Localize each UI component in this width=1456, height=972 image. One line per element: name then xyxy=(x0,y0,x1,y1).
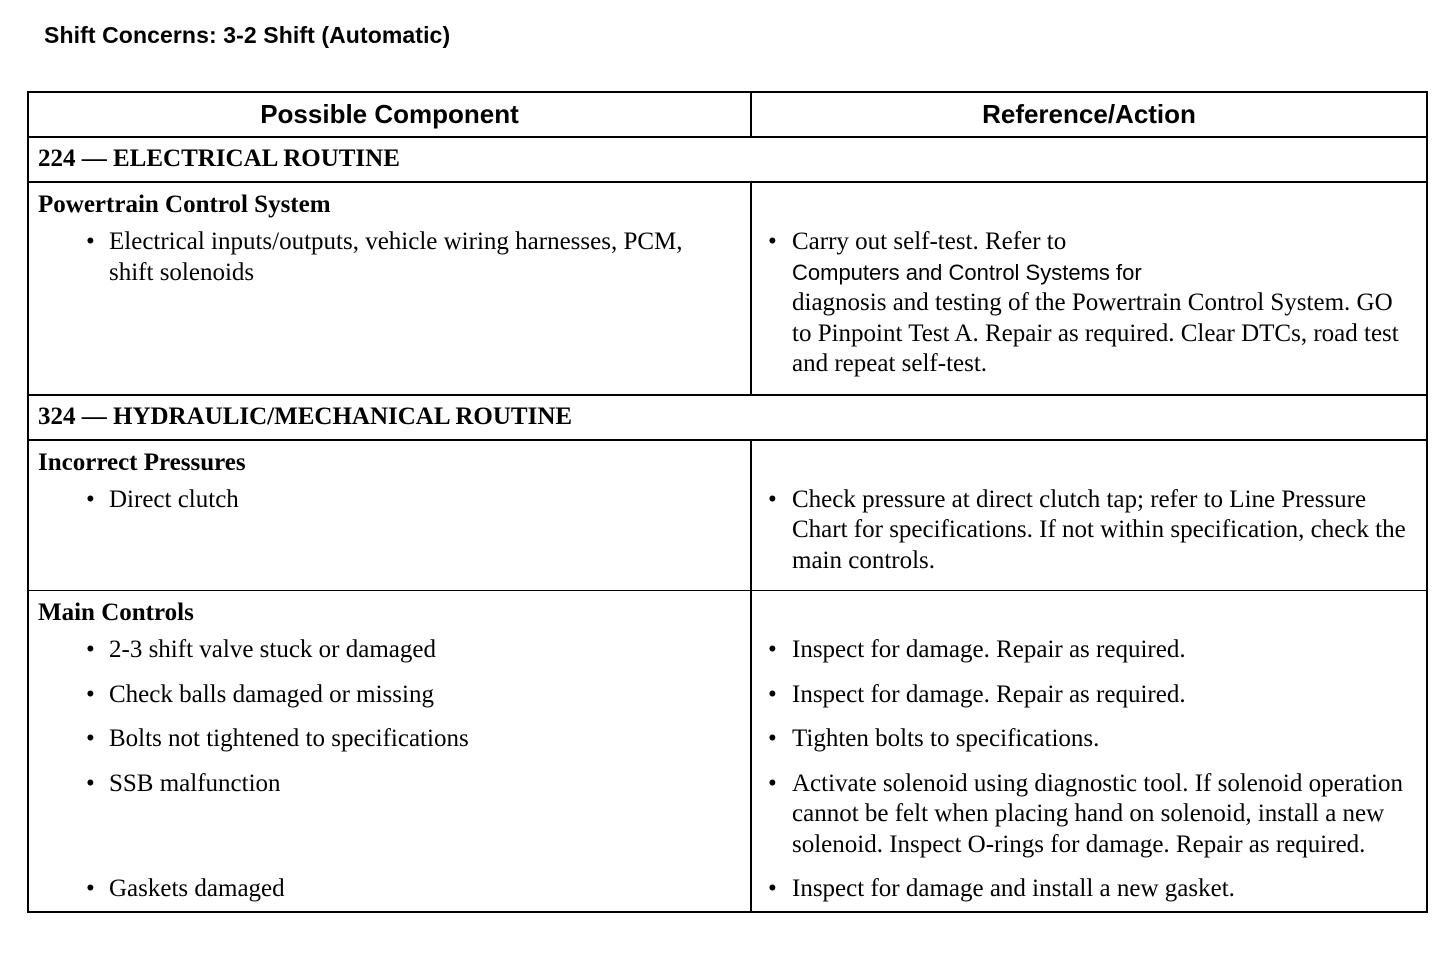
bullet-icon: • xyxy=(86,725,95,752)
header-possible-component: Possible Component xyxy=(28,92,751,137)
action-text: Inspect for damage. Repair as required. xyxy=(792,680,1186,708)
routine-row-224 xyxy=(28,137,1427,182)
action-item xyxy=(752,724,1426,769)
action-cell xyxy=(751,440,1427,591)
group-heading-pcs: Powertrain Control System xyxy=(38,191,331,218)
component-text: Bolts not tightened to specifications xyxy=(109,725,469,752)
table-row xyxy=(28,680,1427,725)
action-item xyxy=(752,680,1426,725)
table-row xyxy=(28,440,1427,591)
action-cell xyxy=(751,724,1427,769)
action-text-line3: diagnosis and testing of the Powertrain Control System. GO to Pinpoint Test A. Repair as required. Clear DTCs, road test and repeat self-test. xyxy=(792,289,1399,377)
component-text: Electrical inputs/outputs, vehicle wiring harnesses, PCM, shift solenoids xyxy=(109,228,683,286)
component-text: SSB malfunction xyxy=(109,769,281,797)
group-heading-main-controls: Main Controls xyxy=(38,599,194,626)
action-item xyxy=(752,769,1426,875)
component-item xyxy=(29,635,750,680)
heading-spacer xyxy=(752,183,1426,227)
component-item xyxy=(29,227,750,302)
table-row xyxy=(28,769,1427,875)
action-cell xyxy=(751,591,1427,636)
component-cell xyxy=(28,635,751,680)
action-reference-link[interactable]: Computers and Control Systems for xyxy=(792,259,1142,285)
bullet-icon: • xyxy=(86,485,95,513)
component-item xyxy=(29,724,750,769)
action-cell xyxy=(751,635,1427,680)
action-cell xyxy=(751,182,1427,395)
component-item xyxy=(29,769,750,814)
group-heading-pressures: Incorrect Pressures xyxy=(38,448,246,476)
action-text: Check pressure at direct clutch tap; refer to Line Pressure Chart for specifications. If not within specification, check the main controls. xyxy=(792,485,1406,574)
component-item xyxy=(29,680,750,725)
component-item xyxy=(29,874,750,911)
action-item xyxy=(752,227,1426,394)
bullet-icon: • xyxy=(768,680,777,708)
diagnosis-table xyxy=(27,91,1428,913)
bullet-icon: • xyxy=(86,228,95,255)
routine-label-224: 224 — ELECTRICAL ROUTINE xyxy=(28,137,1427,182)
action-cell xyxy=(751,769,1427,875)
routine-label-324: 324 — HYDRAULIC/MECHANICAL ROUTINE xyxy=(28,395,1427,440)
component-cell xyxy=(28,680,751,725)
component-cell xyxy=(28,874,751,912)
action-text: Inspect for damage and install a new gasket. xyxy=(792,875,1235,902)
component-cell xyxy=(28,769,751,875)
bullet-icon: • xyxy=(768,485,777,513)
bullet-icon: • xyxy=(768,875,777,902)
component-cell xyxy=(28,591,751,636)
component-cell xyxy=(28,182,751,395)
routine-row-324 xyxy=(28,395,1427,440)
table-row xyxy=(28,635,1427,680)
table-row xyxy=(28,724,1427,769)
table-row xyxy=(28,591,1427,636)
bullet-icon: • xyxy=(768,228,777,255)
bullet-icon: • xyxy=(86,769,95,797)
component-cell xyxy=(28,440,751,591)
heading-spacer xyxy=(752,441,1426,485)
component-text: Direct clutch xyxy=(109,485,239,513)
component-cell xyxy=(28,724,751,769)
component-text: 2-3 shift valve stuck or damaged xyxy=(109,636,436,663)
bullet-icon: • xyxy=(768,725,777,752)
table-row xyxy=(28,182,1427,395)
table-header-row xyxy=(28,92,1427,137)
action-cell xyxy=(751,874,1427,912)
bullet-icon: • xyxy=(86,875,95,902)
action-text: Tighten bolts to specifications. xyxy=(792,725,1100,752)
bullet-icon: • xyxy=(768,769,777,797)
component-text: Gaskets damaged xyxy=(109,875,285,902)
action-text-line1: Carry out self-test. Refer to xyxy=(792,228,1067,255)
component-text: Check balls damaged or missing xyxy=(109,680,434,708)
bullet-icon: • xyxy=(86,636,95,663)
action-cell xyxy=(751,680,1427,725)
action-item xyxy=(752,485,1426,591)
page-title: Shift Concerns: 3-2 Shift (Automatic) xyxy=(44,22,451,48)
table-row xyxy=(28,874,1427,912)
action-text: Activate solenoid using diagnostic tool. If solenoid operation cannot be felt when placing hand on solenoid, install a new solenoid. Inspect O-rings for damage. Repair as required. xyxy=(792,769,1403,858)
diagnosis-table-container xyxy=(27,91,1426,913)
action-item xyxy=(752,874,1426,911)
bullet-icon: • xyxy=(768,636,777,663)
bullet-icon: • xyxy=(86,680,95,708)
header-reference-action: Reference/Action xyxy=(751,92,1427,137)
component-item xyxy=(29,485,750,530)
action-item xyxy=(752,635,1426,680)
action-text: Inspect for damage. Repair as required. xyxy=(792,636,1186,663)
heading-spacer xyxy=(752,591,1426,635)
